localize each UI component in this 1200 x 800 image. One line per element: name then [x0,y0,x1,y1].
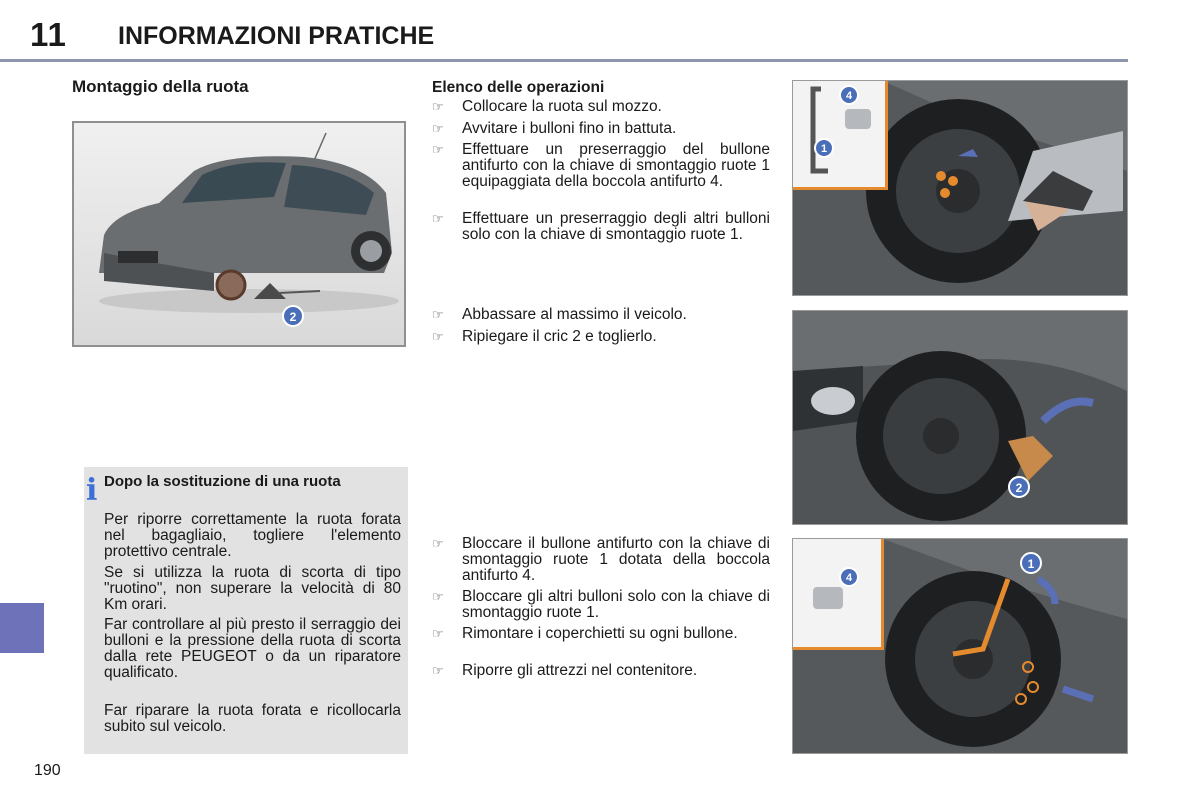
header-rule [0,59,1128,62]
photo-wheel-pretighten [792,80,1128,296]
list-item-text: Avvitare i bulloni fino in battuta. [462,120,677,137]
page-number: 190 [34,762,61,779]
callout-4-photo3-label: 4 [845,572,853,584]
bullet-icon: ☞ [432,589,444,604]
list-item-text: Effettuare un preserraggio del bullone antifurto con la chiave di smontaggio ruote 1 equipaggiata della boccola antifurto 4. [462,141,770,190]
list-item-text: Bloccare il bullone antifurto con la chiave di smontaggio ruote 1 dotata della boccola antifurto 4. [462,535,770,584]
bullet-icon: ☞ [432,211,444,226]
chapter-number: 11 [30,16,67,53]
tools-inset [793,539,884,650]
bullet-icon: ☞ [432,142,444,157]
list-item-text: Effettuare un preserraggio degli altri bulloni solo con la chiave di smontaggio ruote 1. [462,210,770,243]
callout-2-car-label: 2 [289,310,297,324]
info-paragraph: Per riporre correttamente la ruota forata nel bagagliaio, togliere l'elemento protettivo centrale. [104,511,401,560]
bullet-icon: ☞ [432,99,444,114]
info-paragraph: Se si utilizza la ruota di scorta di tipo "ruotino", non superare la velocità di 80 Km orari. [104,564,401,613]
bullet-icon: ☞ [432,329,444,344]
car-illustration [72,121,406,347]
photo-jack-removal [792,310,1128,525]
tools-inset [793,81,888,190]
info-icon: i [86,473,98,508]
bullet-icon: ☞ [432,663,444,678]
callout-4-photo1-label: 4 [845,90,853,102]
chapter-side-tab [0,603,44,653]
section-title: Montaggio della ruota [72,77,249,96]
list-item-text: Abbassare al massimo il veicolo. [462,306,687,323]
bullet-icon: ☞ [432,121,444,136]
operations-title: Elenco delle operazioni [432,79,605,96]
photo-final-tighten [792,538,1128,754]
bullet-icon: ☞ [432,536,444,551]
bullet-icon: ☞ [432,626,444,641]
bullet-icon: ☞ [432,307,444,322]
info-box [84,467,408,754]
list-item-text: Rimontare i coperchietti su ogni bullone. [462,625,738,642]
list-item-text: Ripiegare il cric 2 e toglierlo. [462,328,657,345]
list-item-text: Bloccare gli altri bulloni solo con la chiave di smontaggio ruote 1. [462,588,770,621]
callout-2-photo2-label: 2 [1015,481,1023,495]
info-paragraph: Far controllare al più presto il serraggio dei bulloni e la pressione della ruota di scorta dalla rete PEUGEOT o da un riparatore qualificato. [104,616,401,681]
callout-1-photo1-label: 1 [820,143,828,155]
info-box-title: Dopo la sostituzione di una ruota [104,473,341,490]
info-paragraph: Far riparare la ruota forata e ricollocarla subito sul veicolo. [104,702,401,735]
list-item-text: Collocare la ruota sul mozzo. [462,98,662,115]
list-item-text: Riporre gli attrezzi nel contenitore. [462,662,698,679]
chapter-title: INFORMAZIONI PRATICHE [118,22,435,50]
callout-1-photo3-label: 1 [1027,557,1035,571]
